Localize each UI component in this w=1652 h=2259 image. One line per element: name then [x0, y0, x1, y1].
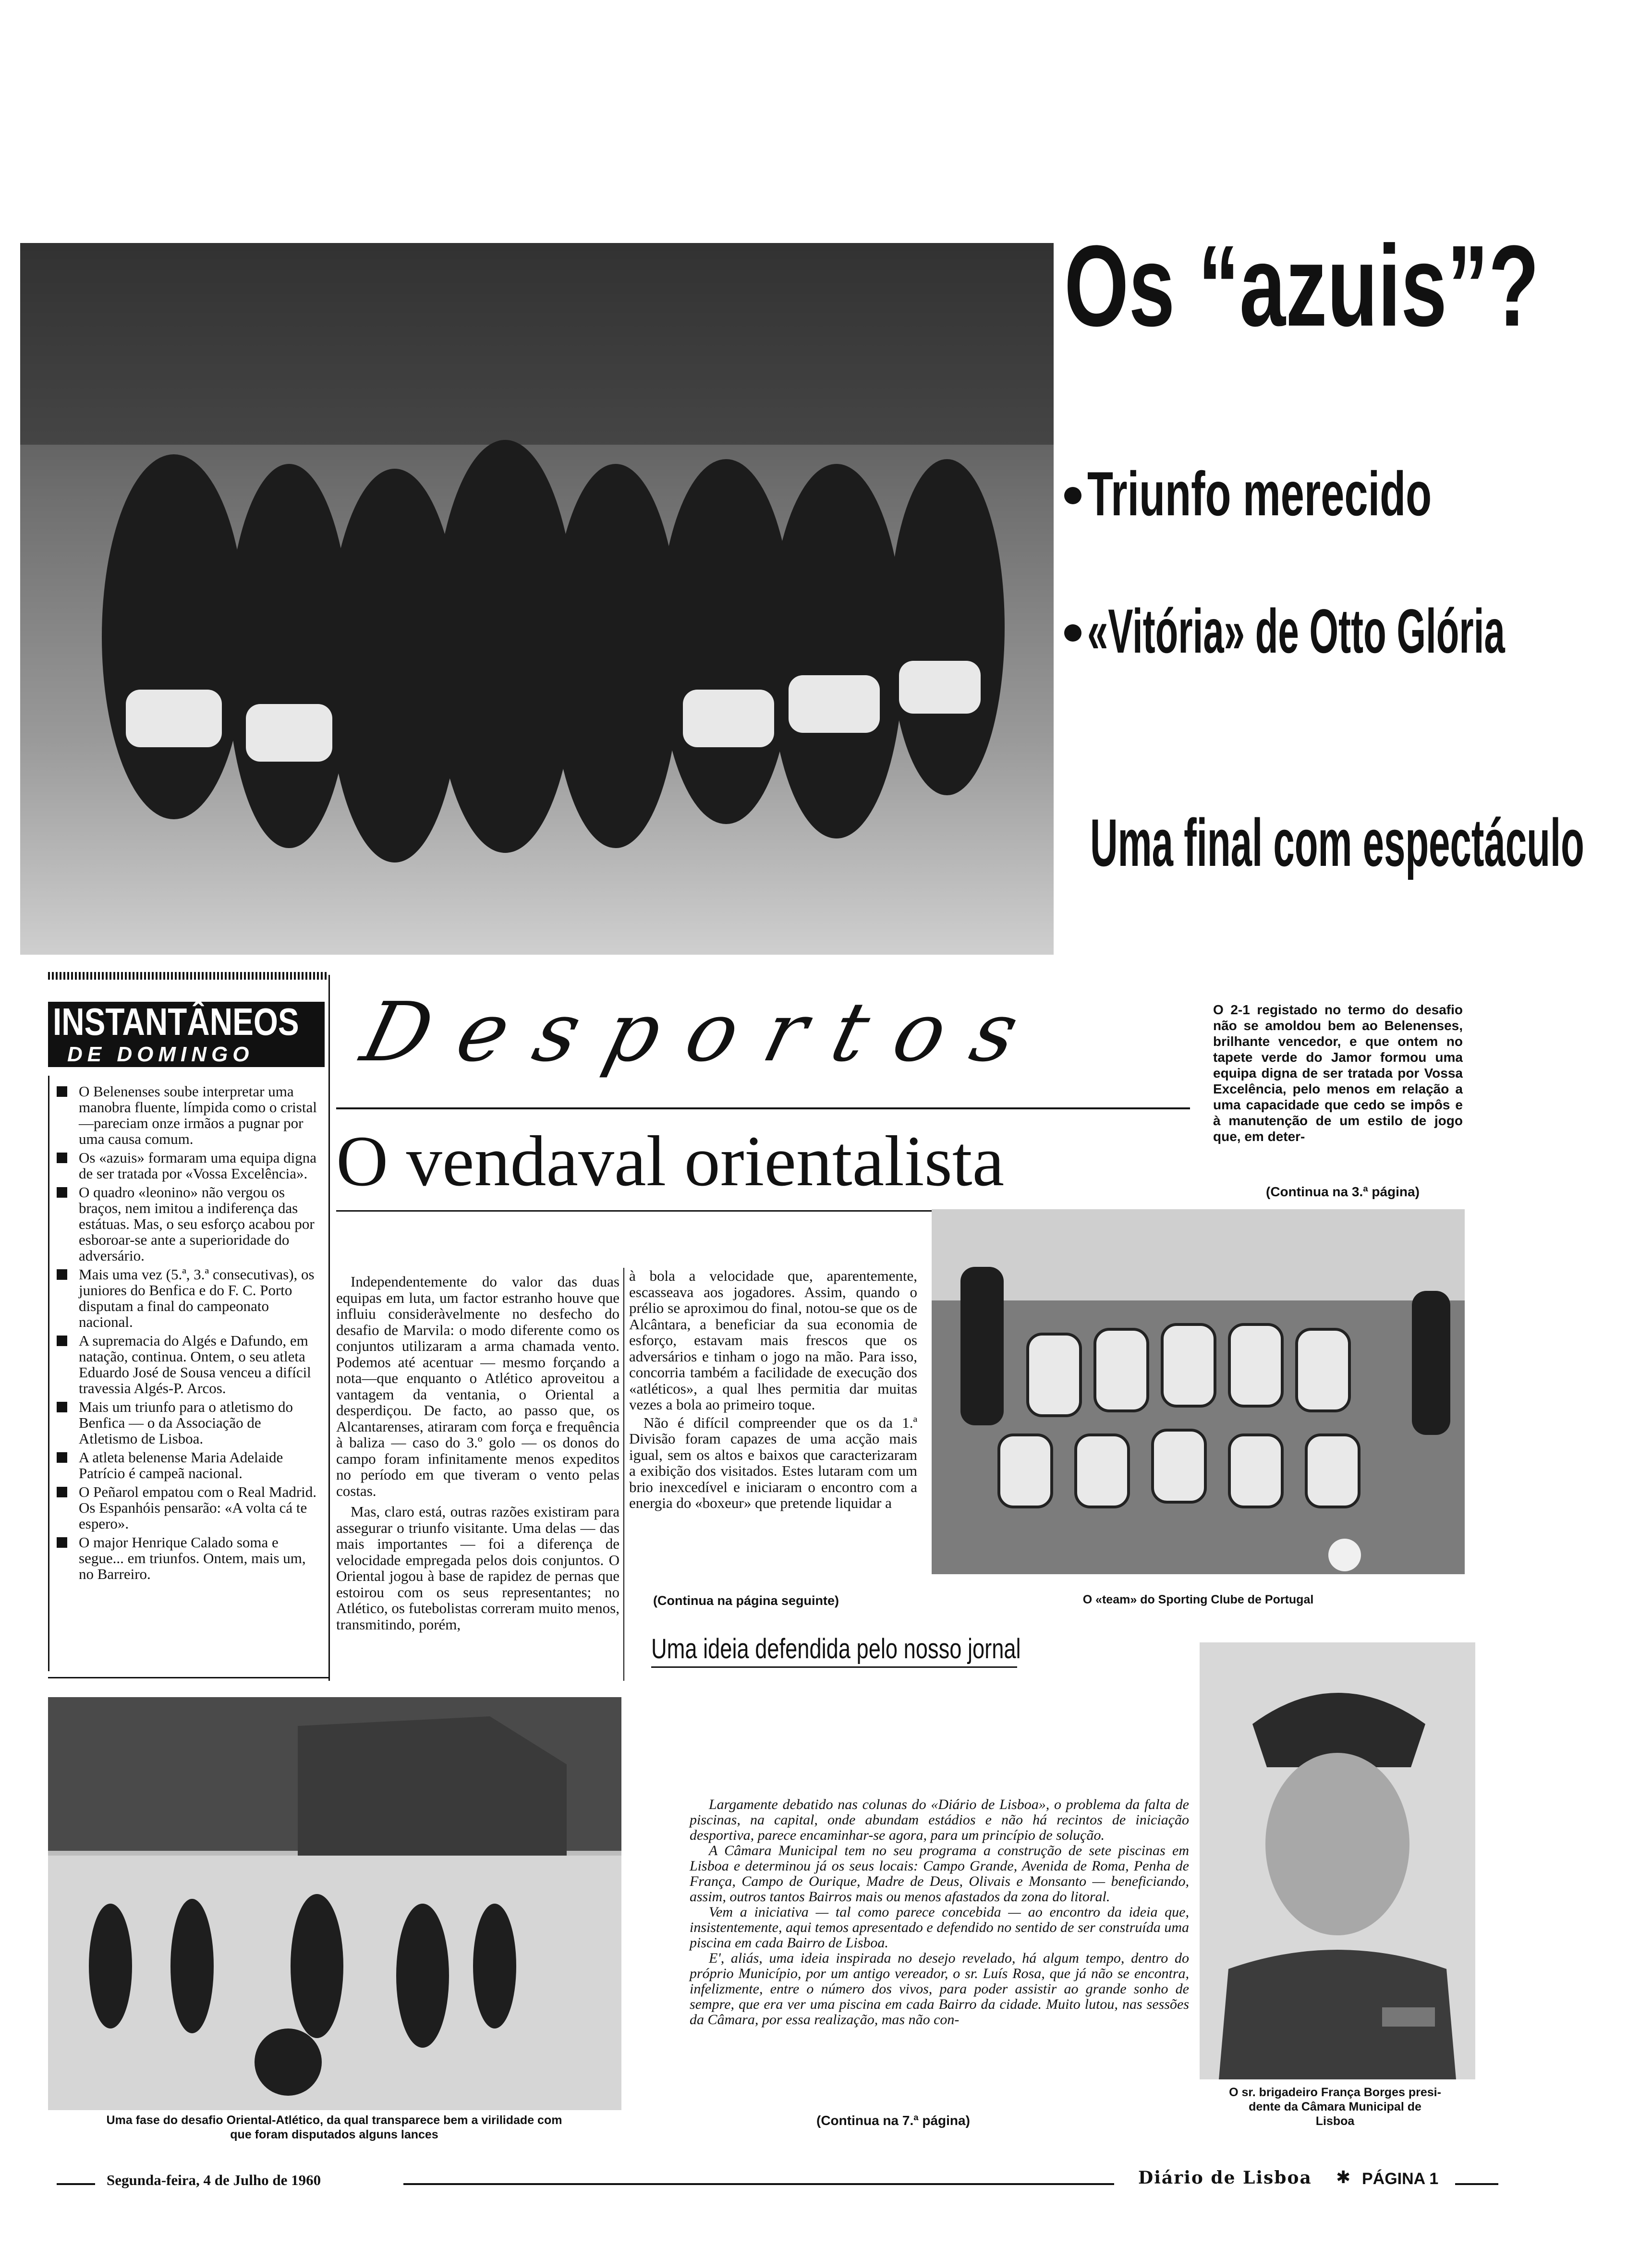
ideia-paragraph: E', aliás, uma ideia inspirada no desejo revelado, há algum tempo, dentro do próprio Município, por um antigo vereador, o sr. Luís Rosa, que já não se encontra, infelizmente, entre o número dos vivos, para poder assistir ao grande sonho de sempre, que era ver uma piscina em cada Bairro da cidade. Muito lutou, nas sessões da Câmara, por essa realização, mas não con- — [690, 1950, 1189, 2028]
footer-rule-right — [1455, 2183, 1498, 2185]
portrait-graphic — [1200, 1642, 1475, 2079]
main-article-col2-p1: à bola a velocidade que, aparentemente, escasseava aos jogadores. Assim, quando o prélio se aproximou do final, notou-se que os de Alcântara, a beneficiar da sua economia de esforço, estavam mais frescos que os adversários e tinham o jogo na mão. Para isso, concorria também a facilidade de execução dos «atléticos», a qual lhes permitia dar muitas vezes a bola ao primeiro toque. — [629, 1267, 917, 1413]
instantaneos-list-container — [54, 1083, 317, 1669]
footer-paper: Diário de Lisboa — [1138, 2168, 1312, 2188]
instantaneos-item: A supremacia do Algés e Dafundo, em natação, continua. Ontem, o seu atleta Eduardo José de Sousa venceu a difícil travessia Algés-P. Arcos. — [54, 1333, 317, 1396]
main-article-col1-p2: Mas, claro está, outras razões existiram para assegurar o triunfo visitante. Uma delas — das mais importantes — foi a diferença de velocidade empregada pelos dois conjuntos. O Oriental jogou à base de rapidez de pernas que estoirou com os seus representantes; no Atlético, os futebolistas correram muito menos, transmitindo, porém, — [336, 1503, 620, 1633]
instantaneos-item: O Belenenses soube interpretar uma manobra fluente, límpida como o cristal—pareciam onze irmãos a pugnar por uma causa comum. — [54, 1083, 317, 1147]
title-underline — [336, 1210, 932, 1212]
match-photo-graphic — [48, 1697, 621, 2110]
square-bullet-icon — [57, 1086, 67, 1097]
instantaneos-item: Os «azuis» formaram uma equipa digna de ser tratada por «Vossa Excelência». — [54, 1150, 317, 1181]
main-article-col1 — [336, 1274, 620, 1632]
ideia-paragraph: A Câmara Municipal tem no seu programa a construção de sete piscinas em Lisboa e determinou já os seus locais: Campo Grande, Avenida de Roma, Penha de França, Campo de Ourique, Madre de Deus, Olivais e Monsanto — beneficiando, assim, outros tantos Bairros mais ou menos afastados da zona do litoral. — [690, 1843, 1189, 1905]
main-article-col2 — [629, 1268, 917, 1511]
square-bullet-icon — [57, 1452, 67, 1463]
team-photo-caption: O «team» do Sporting Clube de Portugal — [1082, 1593, 1314, 1606]
ideia-paragraph: Vem a iniciativa — tal como parece concebida — ao encontro da ideia que, insistentemente, aqui temos apresentado e defendido no sentido de ser construída uma piscina em cada Bairro de Lisboa. — [690, 1904, 1189, 1951]
bullet-dot-icon — [1064, 487, 1081, 504]
main-article-col2-p2: Não é difícil compreender que os da 1.ª Divisão foram capazes de uma acção mais igual, sem os altos e baixos que caracterizaram a exibição dos visitados. Estes lutaram com um brio inexcedível e iniciaram o encontro com a energia do «boxeur» que pretende liquidar a — [629, 1414, 917, 1511]
headline-title: Os “azuis”? — [1064, 221, 1540, 350]
ideia-text — [690, 1797, 1189, 2028]
footer-page: PÁGINA 1 — [1362, 2170, 1439, 2188]
headline-subhead: Uma final com espectáculo — [1090, 805, 1584, 880]
instantaneos-title-box — [48, 1002, 325, 1067]
team-photo-sporting — [932, 1209, 1465, 1574]
column-divider — [623, 1268, 624, 1681]
instantaneos-list — [54, 1083, 317, 1582]
section-rule — [336, 1107, 1190, 1109]
right-article-continua: (Continua na 3.ª página) — [1266, 1184, 1420, 1199]
footer-rule-mid — [403, 2183, 1114, 2185]
square-bullet-icon — [57, 1269, 67, 1280]
square-bullet-icon — [57, 1336, 67, 1346]
instantaneos-subtitle: DE DOMINGO — [67, 1043, 254, 1066]
footer-star: ✱ — [1336, 2168, 1351, 2187]
headline-bullet-2-text: «Vitória» de Otto Glória — [1087, 596, 1505, 666]
instantaneos-title: INSTANTÂNEOS — [53, 1000, 299, 1043]
right-article-text: O 2-1 registado no termo do desafio não se amoldou bem ao Belenenses, brilhante vencedor, e que ontem no tapete verde do Jamor formou uma equipa digna de ser tratada por Vossa Excelência, pelo menos em relação a uma capacidade que cedo se impôs e à manutenção de um estilo de jogo que, em deter- — [1213, 1002, 1463, 1144]
main-article-col1-p1: Independentemente do valor das duas equipas em luta, um factor estranho houve que influiu consideràvelmente no desfecho do desafio de Marvila: o modo diferente como os conjuntos utilizaram a arma chamada vento. Podemos até acentuar — mesmo forçando a nota—que enquanto o Atlético aproveitou a vantagem da ventania, o Oriental a desperdiçou. De facto, ao passo que, os Alcantarenses, atiraram com força e frequência à baliza — caso do 3.º golo — os donos do campo foram infinitamente menos expeditos no período em que tiveram o vento pelas costas. — [336, 1273, 620, 1499]
section-title-desportos: Desportos — [353, 985, 1057, 1080]
match-photo-oriental-atletico — [48, 1697, 621, 2110]
ideia-paragraph: Largamente debatido nas colunas do «Diário de Lisboa», o problema da falta de piscinas, na capital, onde abundam estádios e não há recintos de iniciação desportiva, parece encaminhar-se agora, para um princípio de solução. — [690, 1797, 1189, 1843]
hero-photo-players — [20, 243, 1054, 955]
ideia-title-underline — [651, 1666, 1017, 1668]
instantaneos-top-rule — [48, 972, 328, 980]
hero-photo-graphic — [20, 243, 1054, 955]
match-photo-caption-line1: Uma fase do desafio Oriental-Atlético, da qual transparece bem a virilidade com — [106, 2113, 562, 2127]
instantaneos-right-rule — [328, 975, 330, 1681]
instantaneos-item: O Peñarol empatou com o Real Madrid. Os Espanhóis pensarão: «A volta cá te espero». — [54, 1484, 317, 1531]
instantaneos-bottom-rule — [48, 1677, 329, 1678]
instantaneos-item: O major Henrique Calado soma e segue... em triunfos. Ontem, mais um, no Barreiro. — [54, 1534, 317, 1582]
bullet-dot-icon — [1064, 624, 1081, 642]
instantaneos-item: O quadro «leonino» não vergou os braços, nem imitou a indiferença das estátuas. Mas, o seu esforço acabou por esboroar-se ante a superioridade do adversário. — [54, 1184, 317, 1263]
team-photo-graphic — [932, 1209, 1465, 1574]
square-bullet-icon — [57, 1153, 67, 1163]
square-bullet-icon — [57, 1402, 67, 1412]
portrait-caption-line1: O sr. brigadeiro França Borges presi- — [1229, 2086, 1441, 2099]
footer-date: Segunda-feira, 4 de Julho de 1960 — [107, 2172, 321, 2188]
portrait-caption-line3: Lisboa — [1315, 2114, 1355, 2128]
square-bullet-icon — [57, 1487, 67, 1497]
square-bullet-icon — [57, 1537, 67, 1548]
main-article-continua: (Continua na página seguinte) — [653, 1593, 839, 1608]
portrait-caption — [1186, 2085, 1484, 2128]
instantaneos-item: A atleta belenense Maria Adelaide Patrício é campeã nacional. — [54, 1449, 317, 1481]
main-article-title: O vendaval orientalista — [336, 1121, 1005, 1201]
ideia-title: Uma ideia defendida pelo nosso jornal — [651, 1633, 1021, 1664]
square-bullet-icon — [57, 1187, 67, 1198]
headline-bullet-1-text: Triunfo merecido — [1087, 459, 1432, 529]
instantaneos-left-rule — [48, 1076, 49, 1671]
match-photo-caption — [46, 2113, 622, 2142]
instantaneos-item: Mais um triunfo para o atletismo do Benfica — o da Associação de Atletismo de Lisboa. — [54, 1399, 317, 1446]
ideia-continua: (Continua na 7.ª página) — [816, 2113, 970, 2128]
instantaneos-item: Mais uma vez (5.ª, 3.ª consecutivas), os juniores do Benfica e do F. C. Porto disputam a final do campeonato nacional. — [54, 1266, 317, 1330]
portrait-caption-line2: dente da Câmara Municipal de — [1249, 2100, 1421, 2113]
portrait-franca-borges — [1200, 1642, 1475, 2079]
footer-rule-left — [57, 2183, 95, 2185]
match-photo-caption-line2: que foram disputados alguns lances — [230, 2128, 438, 2141]
